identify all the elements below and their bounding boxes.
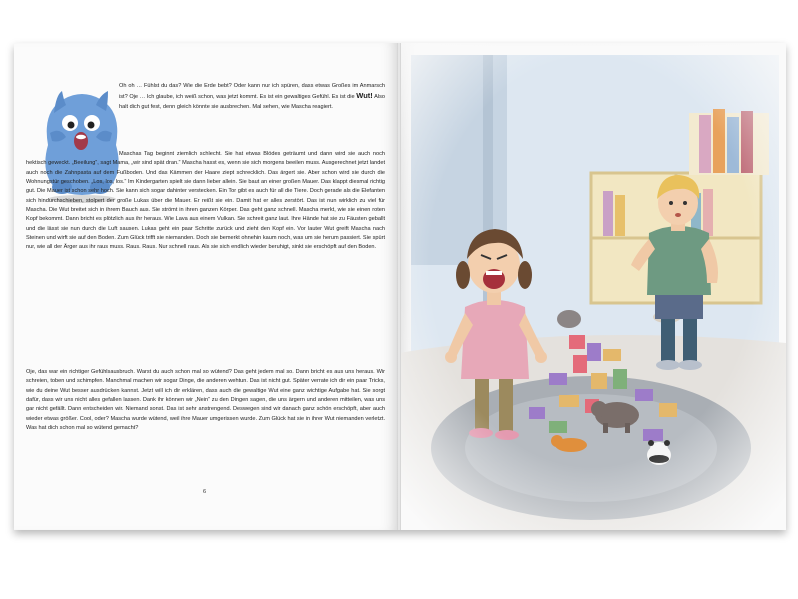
book-spread [14,43,786,530]
page-number: 6 [203,489,207,495]
emphasis-word: Wut! [356,91,373,101]
book-gutter [397,43,401,530]
left-page [14,43,399,530]
intro-text-start: Oh oh … Fühlst du das? Wie die Erde bebt? Oder kann nur ich spüren, dass etwas Großes im Anmarsch ist? Oje … Ich glaube, ich weiß schon, was jetzt kommt. Es ist ein gewaltiges Gefühl. Es ist die [119,83,385,101]
intro-paragraph [119,82,385,112]
intro-text-end: Also halt dich gut fest, denn gleich könnte sie ausbrechen. Mal sehen, wie Mascha reagiert. [119,94,385,110]
story-paragraph: Maschas Tag beginnt ziemlich schlecht. Sie hat etwas Blödes geträumt und dann wird sie auch noch hektisch geweckt. „Beeilung“, sagt Mama, „wir sind spät dran.“ Mascha hasst es, wenn sie sich morgens beeilen muss. Ausgerechnet jetzt landet auch noch die Zahnpasta auf dem Fußboden. Und das Kämmen der Haare ziept schrecklich. Das ärgert sie. Aber schon wird sie durch die Wohnungstür geschoben. „Los, los, los.“ Im Kindergarten spielt sie dann lieber allein. Sie baut an einer großen Mauer. Das klappt diesmal richtig gut. Die Mauer ist schon sehr hoch. Sie kann sich sogar dahinter verstecken. Ein Tor gibt es auch für all die Tiere. Doch gerade als die Elefanten sich hindurchschieben, stolpert der große Lukas über die Mauer. Er reißt sie ein. Damit hat er alles zerstört. Das ist nun wirklich zu viel für Mascha. Die Wut breitet sich in ihrem Bauch aus. Sie strömt in ihren ganzen Körper. Das geht ganz schnell. Mascha merkt, wie sie einen roten Kopf bekommt. Dann bricht es plötzlich aus ihr heraus. Wie Lava aus einem Vulkan. Sie schreit ganz laut. Ihre Hände hat sie zu Fäusten geballt und die lässt sie nun durch die Luft sausen. Lukas geht ein paar Schritte zurück und zieht den Kopf ein. Vor lauter Wut greift Mascha nach Steinen und wirft sie auf den Boden. Zum Glück trifft sie niemanden. Doch sie bemerkt ohnehin kaum noch, was um sie herum passiert. Sie spürt nur, wie all der Ärger aus ihr raus muss. Raus. Raus. Nur schnell raus. Als sie sich endlich wieder beruhigt, sinkt sie erschöpft auf den Boden. [26,151,386,251]
right-page [399,43,786,530]
explanation-paragraph: Oje, das war ein richtiger Gefühlsausbruch. Warst du auch schon mal so wütend? Das geht jedem mal so. Dann bricht es aus uns heraus. Wir schreien, toben und schimpfen. Manchmal machen wir sogar Dinge, die anderen wehtun. Das ist nicht gut. Später verrate ich dir ein paar Tricks, wie du deine Wut besser ausdrücken kannst. Jetzt will ich dir erklären, dass auch die gewaltige Wut eine ganz wichtige Aufgabe hat. Sie sorgt dafür, dass wir uns nicht alles gefallen lassen. Dank ihr können wir „Nein“ zu den Dingen sagen, die uns ärgern und anderen mitteilen, was uns gar nicht gefällt. Dann entscheiden wir. Niemand sonst. Das ist sehr anstrengend. Deswegen sind wir danach ganz schön erschöpft, aber auch wieder etwas größer. Cool, oder? Mascha wurde wütend, weil ihre Mauer umgerissen wurde. Zum Glück hat sie in ihrer Wut niemanden verletzt. Was hat dich schon mal so wütend gemacht? [26,369,385,432]
angry-girl-illustration [399,43,786,530]
